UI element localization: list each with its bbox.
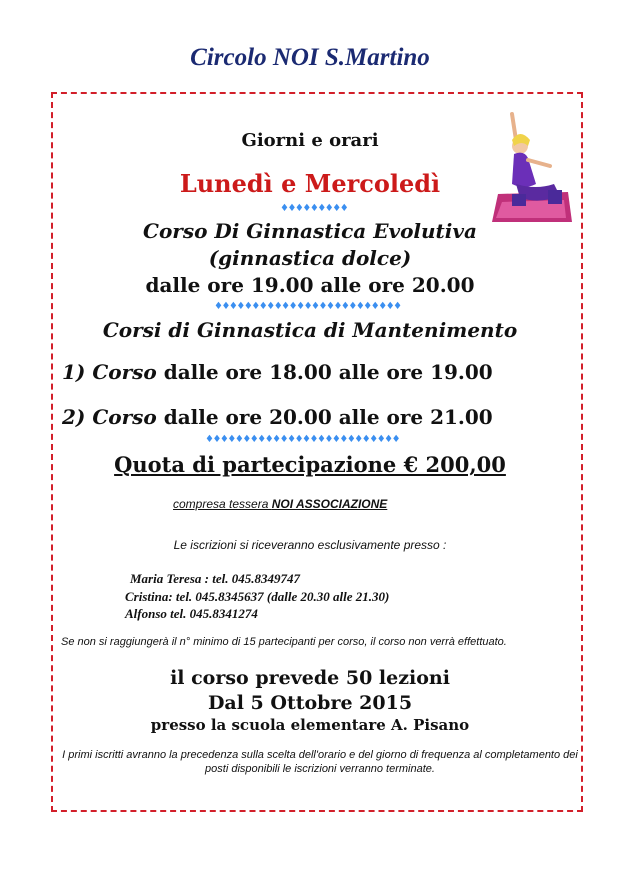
lessons-count: il corso prevede 50 lezioni [170,667,450,689]
registration-text: Le iscrizioni si riceveranno esclusivamente presso : [173,538,447,552]
slot-1 [62,360,493,384]
slot-2 [62,405,493,429]
slot-2-time: dalle ore 20.00 alle ore 21.00 [156,405,493,429]
membership-note [173,497,387,511]
gymnast-illustration-icon [488,110,574,222]
slot-2-label: 2) Corso [62,405,157,429]
final-note: I primi iscritti avranno la precedenza sulla scelta dell'orario e del giorno di frequenza al completamento dei posti disponibili le iscrizioni verranno terminate. [62,749,578,775]
slot-1-time: dalle ore 18.00 alle ore 19.00 [156,360,493,384]
page-title: Circolo NOI S.Martino [190,44,430,71]
course1-title: Corso Di Ginnastica Evolutiva [143,219,477,243]
minimum-participants-note: Se non si raggiungerà il n° minimo di 15 partecipanti per corso, il corso non verrà effettuato. [61,636,507,648]
course2-title: Corsi di Ginnastica di Mantenimento [102,318,518,342]
course1-subtitle: (ginnastica dolce) [208,246,412,270]
contact-cristina: Cristina: tel. 045.8345637 (dalle 20.30 alle 21.30) [125,589,390,604]
contact-maria-teresa: Maria Teresa : tel. 045.8349747 [130,571,300,586]
membership-prefix: compresa tessera [173,497,272,511]
start-date: Dal 5 Ottobre 2015 [207,692,413,714]
membership-name: NOI ASSOCIAZIONE [271,497,388,511]
slot-1-label: 1) Corso [62,360,157,384]
location-text: presso la scuola elementare A. Pisano [150,716,470,734]
diamond-divider: ♦♦♦♦♦♦♦♦♦♦♦♦♦♦♦♦♦♦♦♦♦♦♦♦♦ [214,301,401,312]
days-text: Lunedì e Mercoledì [179,169,441,198]
course1-time: dalle ore 19.00 alle ore 20.00 [145,273,475,297]
fee-text: Quota di partecipazione € 200,00 [114,452,506,477]
contact-alfonso: Alfonso tel. 045.8341274 [125,606,258,621]
schedule-heading: Giorni e orari [241,130,379,151]
diamond-divider: ♦♦♦♦♦♦♦♦♦ [280,203,348,214]
diamond-divider: ♦♦♦♦♦♦♦♦♦♦♦♦♦♦♦♦♦♦♦♦♦♦♦♦♦♦ [205,434,400,445]
